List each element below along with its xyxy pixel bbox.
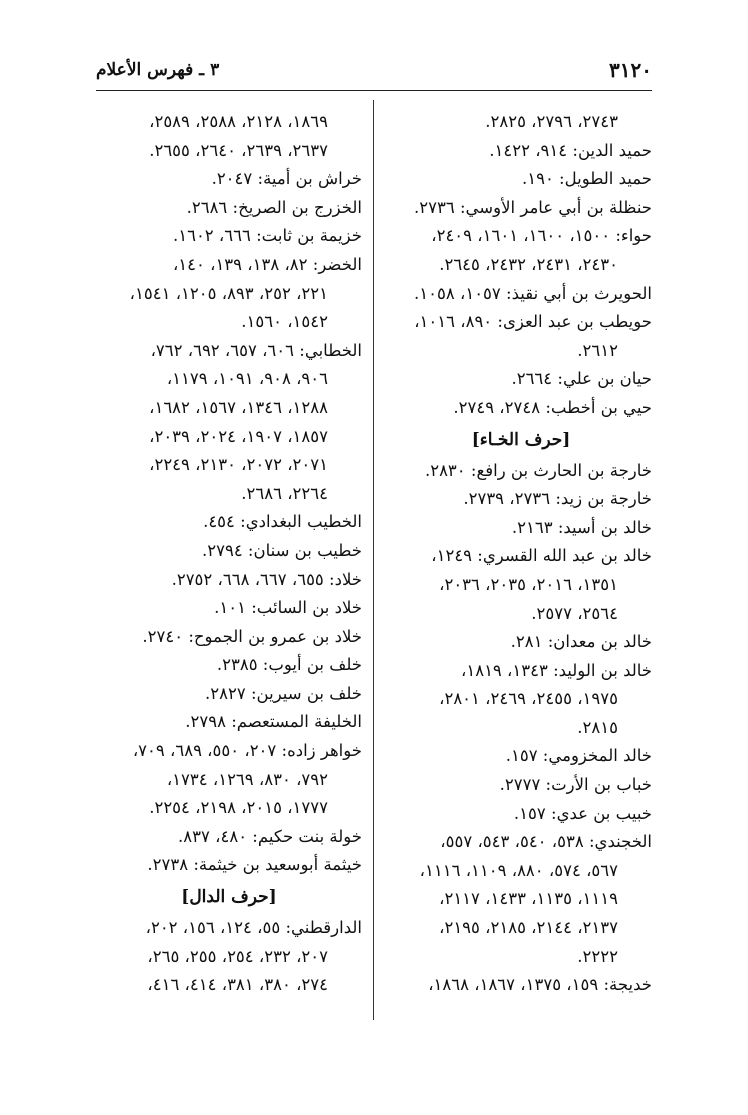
- index-entry: حويطب بن عبد العزى: ٨٩٠، ١٠١٦،: [414, 312, 652, 332]
- index-entry: خباب بن الأرت: ٢٧٧٧.: [499, 775, 652, 795]
- index-entry: خالد المخزومي: ١٥٧.: [505, 746, 652, 766]
- index-entry-continuation: ٢٦٣٧، ٢٦٣٩، ٢٦٤٠، ٢٦٥٥.: [149, 140, 328, 160]
- column-divider: [373, 100, 374, 1020]
- index-entry-continuation: ٢٨١٥.: [577, 717, 618, 737]
- index-entry: خارجة بن الحارث بن رافع: ٢٨٣٠.: [424, 460, 652, 480]
- index-entry-continuation: ٢٢١، ٢٥٢، ٨٩٣، ١٢٠٥، ١٥٤١،: [129, 283, 328, 303]
- index-entry: خالد بن أسيد: ٢١٦٣.: [511, 517, 652, 537]
- index-entry: خزيمة بن ثابت: ٦٦٦، ١٦٠٢.: [172, 226, 362, 246]
- index-entry-continuation: ٩٠٦، ٩٠٨، ١٠٩١، ١١٧٩،: [166, 369, 328, 389]
- index-column-left: [96, 108, 362, 1000]
- index-entry-continuation: ١٥٤٢، ١٥٦٠.: [241, 312, 328, 332]
- section-heading: [حرف الخـاء]: [471, 429, 571, 450]
- index-entry-continuation: ٢١٣٧، ٢١٤٤، ٢١٨٥، ٢١٩٥،: [439, 918, 618, 938]
- index-entry: خلف بن أيوب: ٢٣٨٥.: [216, 655, 362, 675]
- index-entry: حيان بن علي: ٢٦٦٤.: [511, 369, 652, 389]
- index-entry: خطيب بن سنان: ٢٧٩٤.: [201, 540, 362, 560]
- index-entry: الخضر: ٨٢، ١٣٨، ١٣٩، ١٤٠،: [172, 254, 362, 274]
- index-entry: خلاد بن عمرو بن الجموح: ٢٧٤٠.: [142, 626, 362, 646]
- index-entry: الخليفة المستعصم: ٢٧٩٨.: [185, 712, 362, 732]
- index-column-right: [390, 108, 652, 1000]
- index-entry-continuation: ٥٦٧، ٥٧٤، ٨٨٠، ١١٠٩، ١١١٦،: [419, 860, 618, 880]
- index-entry: حميد الطويل: ١٩٠.: [521, 169, 652, 189]
- index-entry: الخطيب البغدادي: ٤٥٤.: [203, 512, 362, 532]
- index-entry-continuation: ٢٠٧، ٢٣٢، ٢٥٤، ٢٥٥، ٢٦٥،: [147, 946, 328, 966]
- section-heading: [حرف الدال]: [181, 887, 277, 908]
- index-entry-continuation: ١٨٥٧، ١٩٠٧، ٢٠٢٤، ٢٠٣٩،: [149, 426, 328, 446]
- page-header: [96, 52, 652, 91]
- running-title: ٣ ـ فهرس الأعلام: [96, 60, 220, 80]
- index-entry: خلاد: ٦٥٥، ٦٦٧، ٦٦٨، ٢٧٥٢.: [171, 569, 362, 589]
- index-entry: خراش بن أمية: ٢٠٤٧.: [211, 169, 362, 189]
- index-entry: الخزرج بن الصريخ: ٢٦٨٦.: [186, 197, 362, 217]
- page-number: ٣١٢٠: [609, 58, 652, 82]
- index-entry: خالد بن الوليد: ١٣٤٣، ١٨١٩،: [461, 660, 652, 680]
- index-entry: خارجة بن زيد: ٢٧٣٦، ٢٧٣٩.: [463, 489, 652, 509]
- index-entry: حواء: ١٥٠٠، ١٦٠٠، ١٦٠١، ٢٤٠٩،: [431, 226, 652, 246]
- index-entry: حيي بن أخطب: ٢٧٤٨، ٢٧٤٩.: [453, 397, 652, 417]
- index-entry: الحويرث بن أبي نقيذ: ١٠٥٧، ١٠٥٨.: [414, 283, 652, 303]
- index-entry-continuation: ٢٤٣٠، ٢٤٣١، ٢٤٣٢، ٢٦٤٥.: [439, 254, 618, 274]
- index-entry-continuation: ١٣٥١، ٢٠١٦، ٢٠٣٥، ٢٠٣٦،: [439, 574, 618, 594]
- index-entry-continuation: ١١١٩، ١١٣٥، ١٤٣٣، ٢١١٧،: [439, 889, 618, 909]
- index-entry: خالد بن عبد الله القسري: ١٢٤٩،: [431, 546, 652, 566]
- index-entry-continuation: ١٢٨٨، ١٣٤٦، ١٥٦٧، ١٦٨٢،: [149, 397, 328, 417]
- index-entry-continuation: ٧٩٢، ٨٣٠، ١٢٦٩، ١٧٣٤،: [166, 769, 328, 789]
- index-entry: خولة بنت حكيم: ٤٨٠، ٨٣٧.: [178, 826, 362, 846]
- index-entry: خواهر زاده: ٢٠٧، ٥٥٠، ٦٨٩، ٧٠٩،: [132, 741, 362, 761]
- index-entry: خديجة: ١٥٩، ١٣٧٥، ١٨٦٧، ١٨٦٨،: [428, 975, 652, 995]
- index-entry-continuation: ٢٦١٢.: [577, 340, 618, 360]
- index-entry-continuation: ٢٧٤٣، ٢٧٩٦، ٢٨٢٥.: [485, 112, 618, 131]
- index-entry: خالد بن معدان: ٢٨١.: [510, 632, 652, 652]
- index-entry: حميد الدين: ٩١٤، ١٤٢٢.: [489, 140, 652, 160]
- index-entry-continuation: ١٨٦٩، ٢١٢٨، ٢٥٨٨، ٢٥٨٩،: [149, 112, 328, 131]
- index-entry: حنظلة بن أبي عامر الأوسي: ٢٧٣٦.: [414, 197, 652, 217]
- index-entry: خبيب بن عدي: ١٥٧.: [513, 803, 652, 823]
- index-entry-continuation: ٢٧٤، ٣٨٠، ٣٨١، ٤١٤، ٤١٦،: [147, 975, 328, 995]
- index-entry: خيثمة أبوسعيد بن خيثمة: ٢٧٣٨.: [147, 855, 362, 875]
- index-entry-continuation: ٢٢٦٤، ٢٦٨٦.: [241, 483, 328, 503]
- index-entry: الخطابي: ٦٠٦، ٦٥٧، ٦٩٢، ٧٦٢،: [150, 340, 362, 360]
- index-entry: الدارقطني: ٥٥، ١٢٤، ١٥٦، ٢٠٢،: [145, 918, 362, 938]
- index-entry-continuation: ١٧٧٧، ٢٠١٥، ٢١٩٨، ٢٢٥٤.: [149, 798, 328, 818]
- index-entry: خلاد بن السائب: ١٠١.: [214, 598, 362, 618]
- index-entry: خلف بن سيرين: ٢٨٢٧.: [205, 683, 362, 703]
- index-entry-continuation: ٢٢٢٢.: [577, 946, 618, 966]
- index-entry-continuation: ٢٠٧١، ٢٠٧٢، ٢١٣٠، ٢٢٤٩،: [149, 455, 328, 475]
- index-entry-continuation: ١٩٧٥، ٢٤٥٥، ٢٤٦٩، ٢٨٠١،: [439, 689, 618, 709]
- index-entry: الخجندي: ٥٣٨، ٥٤٠، ٥٤٣، ٥٥٧،: [440, 832, 652, 852]
- index-entry-continuation: ٢٥٦٤، ٢٥٧٧.: [531, 603, 618, 623]
